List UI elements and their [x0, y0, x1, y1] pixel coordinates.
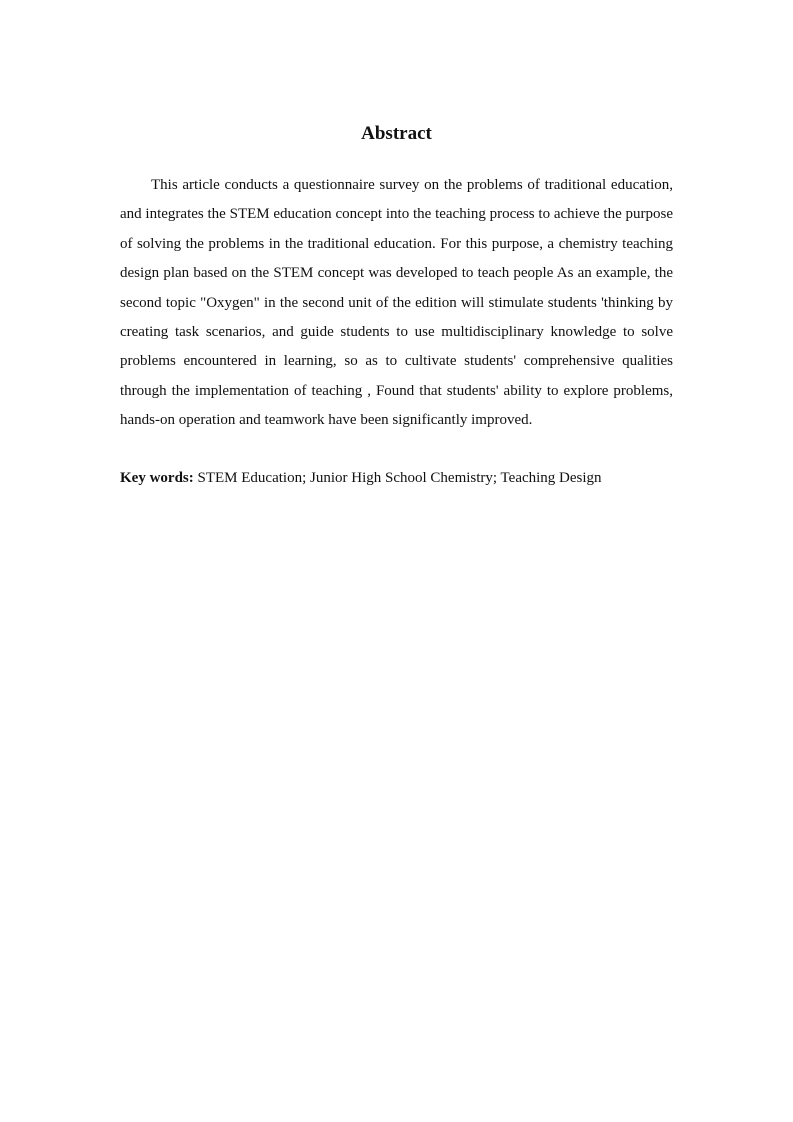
keywords-line [120, 464, 673, 493]
abstract-title: Abstract [361, 123, 432, 144]
keywords-label: Key words: [120, 470, 194, 486]
abstract-paragraph: This article conducts a questionnaire survey on the problems of traditional education, and integrates the STEM education concept into the teaching process to achieve the purpose of solving the problems in the traditional education. For this purpose, a chemistry teaching design plan based on the STEM concept was developed to teach people As an example, the second topic "Oxygen" in the second unit of the edition will stimulate students 'thinking by creating task scenarios, and guide students to use multidisciplinary knowledge to solve problems encountered in learning, so as to cultivate students' comprehensive qualities through the implementation of teaching , Found that students' ability to explore problems, hands-on operation and teamwork have been significantly improved. [120, 177, 673, 429]
keywords-value: STEM Education; Junior High School Chemistry; Teaching Design [197, 470, 602, 486]
